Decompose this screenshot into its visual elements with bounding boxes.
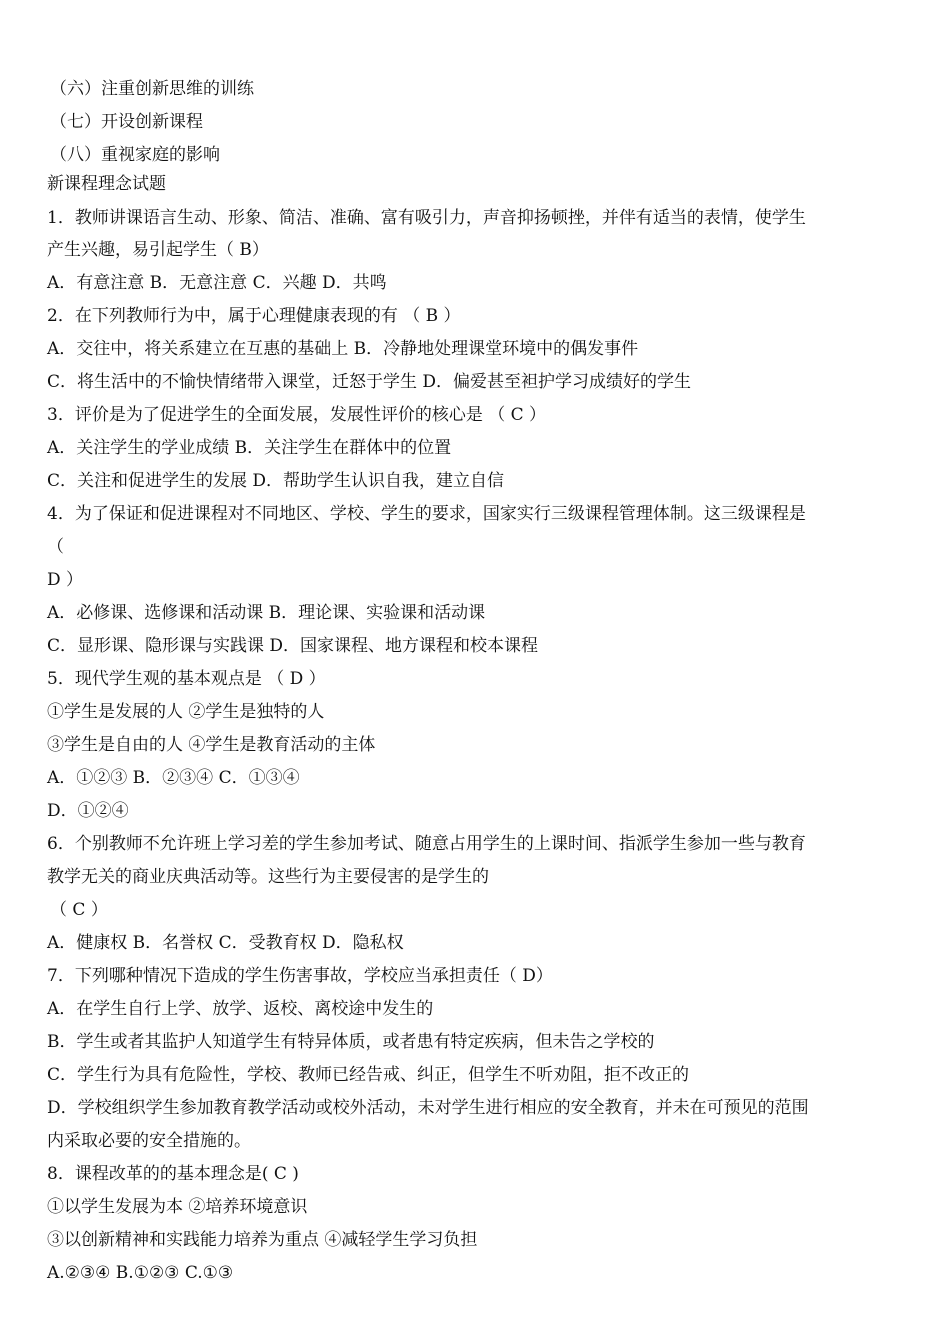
question-4-text: 4．为了保证和促进课程对不同地区、学校、学生的要求，国家实行三级课程管理体制。这三级课程是: [47, 504, 806, 524]
question-1-text: 1．教师讲课语言生动、形象、简洁、准确、富有吸引力，声音抑扬顿挫，并伴有适当的表情，使学生: [47, 208, 806, 228]
question-6-options: A．健康权 B．名誉权 C．受教育权 D．隐私权: [47, 933, 404, 953]
question-6-text-cont: 教学无关的商业庆典活动等。这些行为主要侵害的是学生的: [47, 867, 489, 887]
question-7-option-a: A．在学生自行上学、放学、返校、离校途中发生的: [47, 999, 434, 1019]
question-7-option-b: B．学生或者其监护人知道学生有特异体质，或者患有特定疾病，但未告之学校的: [47, 1032, 655, 1052]
question-8-text: 8．课程改革的的基本理念是( C ): [47, 1164, 299, 1184]
question-6-answer: （ C ）: [50, 900, 108, 920]
question-4-answer: D ）: [47, 570, 84, 590]
question-7-option-c: C．学生行为具有危险性，学校、教师已经告戒、纠正，但学生不听劝阻，拒不改正的: [47, 1065, 690, 1085]
question-2-options-ab: A．交往中，将关系建立在互惠的基础上 B．冷静地处理课堂环境中的偶发事件: [47, 339, 639, 359]
question-5-statements-12: ①学生是发展的人 ②学生是独特的人: [47, 702, 325, 722]
question-7-option-d: D．学校组织学生参加教育教学活动或校外活动，未对学生进行相应的安全教育，并未在可预见的范围: [47, 1098, 809, 1118]
question-1-text-cont: 产生兴趣，易引起学生（ B）: [47, 240, 269, 260]
question-7-text: 7．下列哪种情况下造成的学生伤害事故，学校应当承担责任（ D）: [47, 966, 553, 986]
section-heading-8: （八）重视家庭的影响: [50, 145, 220, 165]
question-5-statements-34: ③学生是自由的人 ④学生是教育活动的主体: [47, 735, 376, 755]
question-6-text: 6．个别教师不允许班上学习差的学生参加考试、随意占用学生的上课时间、指派学生参加一些与教育: [47, 834, 806, 854]
question-8-statements-34: ③以创新精神和实践能力培养为重点 ④减轻学生学习负担: [47, 1230, 478, 1250]
question-2-options-cd: C．将生活中的不愉快情绪带入课堂，迁怒于学生 D．偏爱甚至袒护学习成绩好的学生: [47, 372, 692, 392]
question-5-option-d: D．①②④: [47, 801, 129, 821]
question-5-text: 5．现代学生观的基本观点是 （ D ）: [47, 669, 326, 689]
section-heading-7: （七）开设创新课程: [50, 112, 203, 132]
question-3-options-ab: A．关注学生的学业成绩 B．关注学生在群体中的位置: [47, 438, 452, 458]
section-heading-6: （六）注重创新思维的训练: [50, 79, 254, 99]
question-1-options: A．有意注意 B．无意注意 C．兴趣 D．共鸣: [47, 273, 387, 293]
question-8-options: A.②③④ B.①②③ C.①③: [47, 1263, 234, 1283]
question-4-options-ab: A．必修课、选修课和活动课 B．理论课、实验课和活动课: [47, 603, 486, 623]
question-2-text: 2．在下列教师行为中，属于心理健康表现的有 （ B ）: [47, 306, 461, 326]
question-3-options-cd: C．关注和促进学生的发展 D．帮助学生认识自我，建立自信: [47, 471, 505, 491]
question-4-paren: （: [47, 537, 64, 557]
question-5-options-abc: A．①②③ B．②③④ C．①③④: [47, 768, 300, 788]
document-title: 新课程理念试题: [47, 174, 166, 194]
question-7-option-d-cont: 内采取必要的安全措施的。: [47, 1131, 251, 1151]
question-3-text: 3．评价是为了促进学生的全面发展，发展性评价的核心是 （ C ）: [47, 405, 547, 425]
question-8-statements-12: ①以学生发展为本 ②培养环境意识: [47, 1197, 308, 1217]
question-4-options-cd: C．显形课、隐形课与实践课 D．国家课程、地方课程和校本课程: [47, 636, 539, 656]
